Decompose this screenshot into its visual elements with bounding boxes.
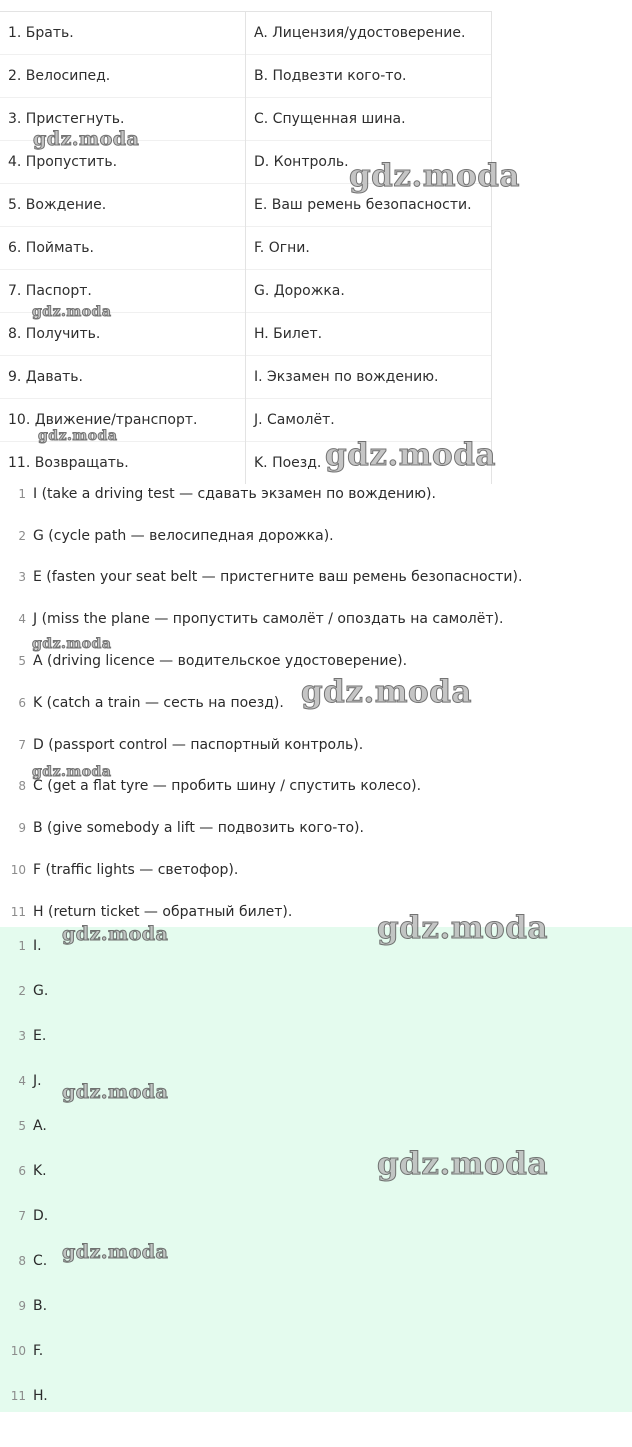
item-number: 5	[18, 1118, 26, 1133]
english-word-cell: 2. Велосипед.	[0, 55, 246, 98]
explanation-text: F (traffic lights — светофор).	[33, 862, 239, 879]
translation-cell: E. Ваш ремень безопасности.	[246, 184, 492, 227]
list-item	[0, 557, 632, 599]
answer-letter: J.	[33, 1072, 42, 1089]
watermark: gdz.moda	[62, 923, 169, 945]
explanation-text: J (miss the plane — пропустить самолёт / опоздать на самолёт).	[33, 611, 504, 628]
english-word-cell: 3. Пристегнуть.	[0, 98, 246, 141]
answer-letter: K.	[33, 1162, 47, 1179]
list-item	[0, 1283, 632, 1328]
list-item	[0, 1328, 632, 1373]
list-item	[0, 682, 632, 724]
item-number: 7	[18, 1208, 26, 1223]
translation-cell: K. Поезд.	[246, 442, 492, 485]
table-row	[0, 356, 492, 399]
item-number: 2	[18, 528, 26, 543]
table-row	[0, 184, 492, 227]
list-item	[0, 473, 632, 515]
explanation-text: E (fasten your seat belt — пристегните ваш ремень безопасности).	[33, 569, 523, 586]
answer-letter: D.	[33, 1207, 49, 1224]
watermark: gdz.moda	[32, 764, 112, 780]
english-word-cell: 6. Поймать.	[0, 227, 246, 270]
answer-letter: E.	[33, 1027, 47, 1044]
list-item	[0, 1148, 632, 1193]
translation-cell: F. Огни.	[246, 227, 492, 270]
watermark: gdz.moda	[301, 674, 472, 710]
answer-letter: B.	[33, 1297, 48, 1314]
list-item	[0, 640, 632, 682]
item-number: 5	[18, 654, 26, 669]
list-item	[0, 598, 632, 640]
item-number: 9	[18, 1298, 26, 1313]
list-item	[0, 1238, 632, 1283]
item-number: 9	[18, 821, 26, 836]
list-item	[0, 1103, 632, 1148]
table-row	[0, 313, 492, 356]
item-number: 11	[10, 904, 26, 919]
table-row	[0, 227, 492, 270]
table-row	[0, 55, 492, 98]
english-word-cell: 1. Брать.	[0, 12, 246, 55]
watermark: gdz.moda	[377, 910, 548, 946]
item-number: 3	[18, 1028, 26, 1043]
item-number: 1	[18, 938, 26, 953]
english-word-cell: 11. Возвращать.	[0, 442, 246, 485]
english-word-cell: 9. Давать.	[0, 356, 246, 399]
english-word-cell: 8. Получить.	[0, 313, 246, 356]
answer-letter: F.	[33, 1342, 44, 1359]
list-item	[0, 1373, 632, 1418]
explanations-list	[0, 473, 632, 933]
list-item	[0, 724, 632, 766]
english-word-cell: 7. Паспорт.	[0, 270, 246, 313]
item-number: 8	[18, 779, 26, 794]
table-row	[0, 270, 492, 313]
list-item	[0, 766, 632, 808]
item-number: 1	[18, 486, 26, 501]
item-number: 8	[18, 1253, 26, 1268]
list-item	[0, 849, 632, 891]
table-row	[0, 98, 492, 141]
list-item	[0, 807, 632, 849]
item-number: 11	[10, 1388, 26, 1403]
translation-cell: A. Лицензия/удостоверение.	[246, 12, 492, 55]
item-number: 6	[18, 695, 26, 710]
translation-cell: J. Самолёт.	[246, 399, 492, 442]
explanation-text: G (cycle path — велосипедная дорожка).	[33, 527, 334, 544]
explanation-text: H (return ticket — обратный билет).	[33, 903, 293, 920]
translation-cell: C. Спущенная шина.	[246, 98, 492, 141]
watermark: gdz.moda	[377, 1146, 548, 1182]
translation-cell: I. Экзамен по вождению.	[246, 356, 492, 399]
answer-letter: I.	[33, 937, 42, 954]
list-item	[0, 1058, 632, 1103]
item-number: 10	[10, 1343, 26, 1358]
english-word-cell: 4. Пропустить.	[0, 141, 246, 184]
english-word-cell: 5. Вождение.	[0, 184, 246, 227]
vocab-match-table	[0, 11, 492, 484]
translation-cell: G. Дорожка.	[246, 270, 492, 313]
answer-letter: G.	[33, 982, 49, 999]
item-number: 6	[18, 1163, 26, 1178]
answer-letter: A.	[33, 1117, 47, 1134]
table-row	[0, 399, 492, 442]
watermark: gdz.moda	[32, 304, 112, 320]
explanation-text: I (take a driving test — сдавать экзамен по вождению).	[33, 485, 436, 502]
item-number: 7	[18, 737, 26, 752]
english-word-cell: 10. Движение/транспорт.	[0, 399, 246, 442]
item-number: 2	[18, 983, 26, 998]
item-number: 10	[10, 863, 26, 878]
explanation-text: A (driving licence — водительское удостоверение).	[33, 653, 408, 670]
translation-cell: B. Подвезти кого-то.	[246, 55, 492, 98]
list-item	[0, 515, 632, 557]
explanation-text: B (give somebody a lift — подвозить кого-то).	[33, 820, 364, 837]
answers-panel	[0, 927, 632, 1412]
explanation-text: K (catch a train — сесть на поезд).	[33, 694, 284, 711]
item-number: 4	[18, 612, 26, 627]
item-number: 3	[18, 570, 26, 585]
list-item	[0, 923, 632, 968]
list-item	[0, 1193, 632, 1238]
answer-letter: C.	[33, 1252, 48, 1269]
watermark: gdz.moda	[62, 1081, 169, 1103]
list-item	[0, 968, 632, 1013]
watermark: gdz.moda	[32, 636, 112, 652]
watermark: gdz.moda	[33, 128, 140, 150]
watermark: gdz.moda	[62, 1241, 169, 1263]
watermark: gdz.moda	[38, 428, 118, 444]
translation-cell: H. Билет.	[246, 313, 492, 356]
explanation-text: C (get a flat tyre — пробить шину / спустить колесо).	[33, 778, 422, 795]
list-item	[0, 1013, 632, 1058]
item-number: 4	[18, 1073, 26, 1088]
answer-letter: H.	[33, 1387, 48, 1404]
table-row	[0, 141, 492, 184]
translation-cell: D. Контроль.	[246, 141, 492, 184]
table-row	[0, 12, 492, 55]
watermark: gdz.moda	[325, 437, 496, 473]
watermark: gdz.moda	[349, 158, 520, 194]
explanation-text: D (passport control — паспортный контроль).	[33, 736, 364, 753]
